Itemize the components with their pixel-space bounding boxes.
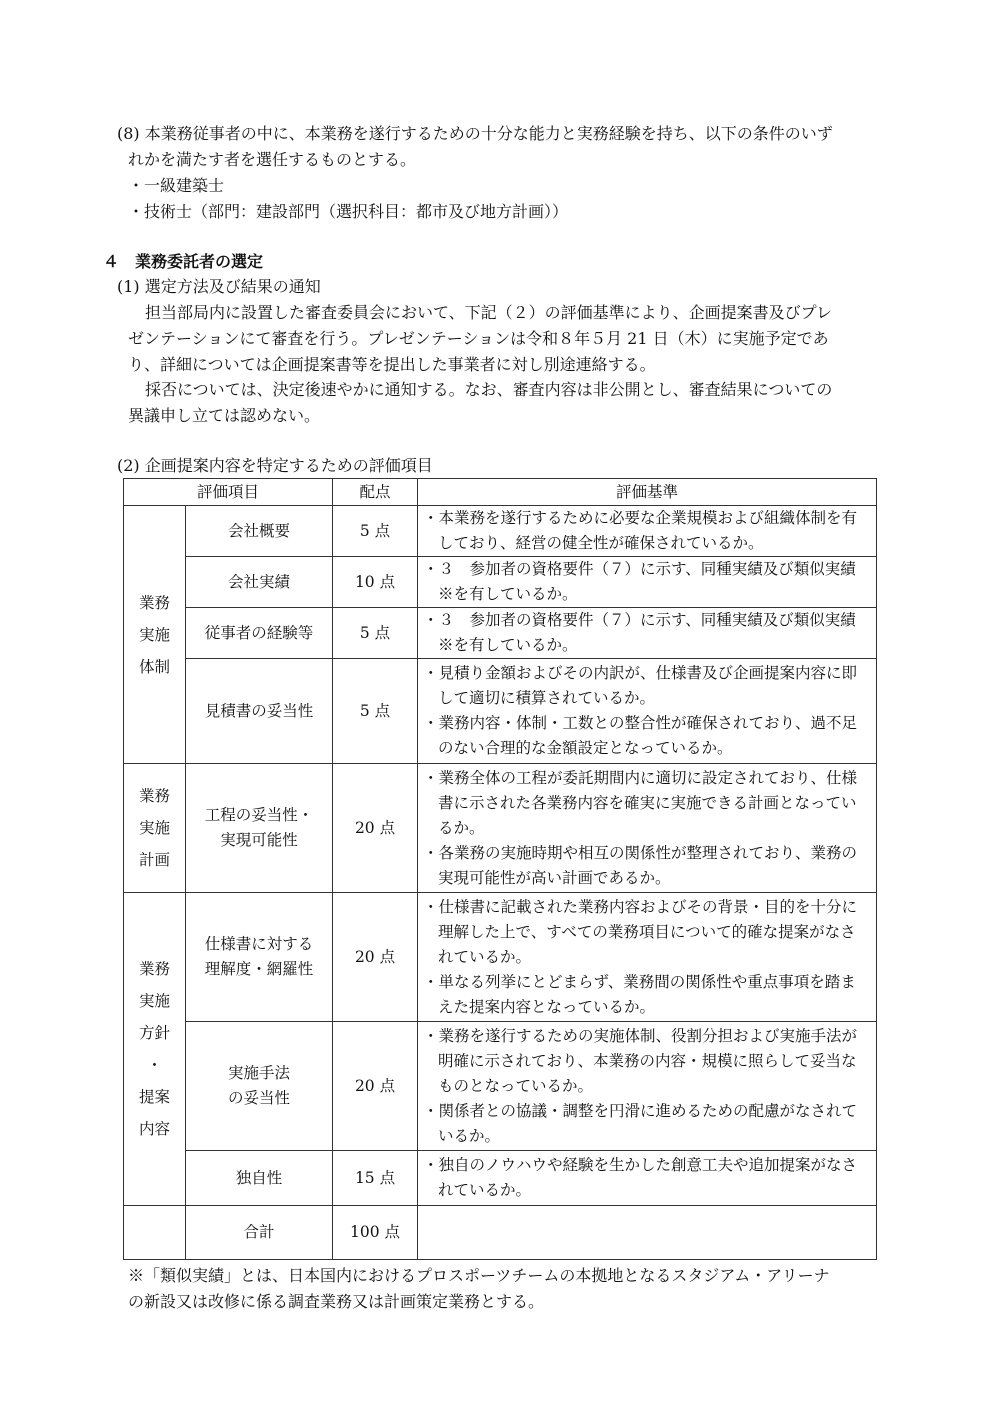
- total-score: 100 点: [333, 1206, 418, 1260]
- table-row: [124, 557, 877, 608]
- row-criteria: ・見積り金額およびその内訳が、仕様書及び企画提案内容に即して適切に積算されているか。 ・業務内容・体制・工数との整合性が確保されており、過不足のない合理的な金額設定となっているか。: [418, 659, 877, 764]
- total-blank: [124, 1206, 186, 1260]
- row-item: 仕様書に対する 理解度・網羅性: [186, 893, 333, 1022]
- footnote-line2: の新設又は改修に係る調査業務又は計画策定業務とする。: [128, 1292, 545, 1311]
- row-score: 20 点: [333, 1022, 418, 1151]
- header-criteria: 評価基準: [418, 479, 877, 506]
- row-item: 工程の妥当性・ 実現可能性: [186, 764, 333, 893]
- row-item: 会社概要: [186, 506, 333, 557]
- header-item: 評価項目: [124, 479, 333, 506]
- para1-line1: 担当部局内に設置した審査委員会において、下記（２）の評価基準により、企画提案書及びプレ: [145, 303, 833, 322]
- item8-line1: (8) 本業務従事者の中に、本業務を遂行するための十分な能力と実務経験を持ち、以下の条件のいず: [117, 124, 833, 143]
- item8-line2: れかを満たす者を選任するものとする。: [128, 150, 417, 169]
- row-criteria: ・独自のノウハウや経験を生かした創意工夫や追加提案がなされているか。: [418, 1151, 877, 1206]
- group-label: 業務 実施 方針 ・ 提案 内容: [124, 893, 186, 1206]
- para2-line2: 異議申し立ては認めない。: [128, 406, 321, 425]
- group-label: 業務 実施 体制: [124, 506, 186, 764]
- table-row: [124, 659, 877, 764]
- row-item: 会社実績: [186, 557, 333, 608]
- table-header-row: [124, 479, 877, 506]
- table-row: [124, 608, 877, 659]
- row-score: 5 点: [333, 608, 418, 659]
- condition-2: ・技術士（部門：建設部門（選択科目：都市及び地方計画））: [128, 202, 569, 221]
- sub2-title: (2) 企画提案内容を特定するための評価項目: [117, 456, 433, 475]
- condition-1: ・一級建築士: [128, 176, 225, 195]
- total-label: 合計: [186, 1206, 333, 1260]
- table-row: [124, 764, 877, 893]
- row-score: 20 点: [333, 764, 418, 893]
- row-item: 従事者の経験等: [186, 608, 333, 659]
- row-score: 10 点: [333, 557, 418, 608]
- sub1-title: (1) 選定方法及び結果の通知: [117, 277, 321, 296]
- row-criteria: ・３ 参加者の資格要件（７）に示す、同種実績及び類似実績※を有しているか。: [418, 557, 877, 608]
- row-score: 20 点: [333, 893, 418, 1022]
- total-criteria-blank: [418, 1206, 877, 1260]
- group-label: 業務 実施 計画: [124, 764, 186, 893]
- header-score: 配点: [333, 479, 418, 506]
- row-score: 5 点: [333, 659, 418, 764]
- table-row: [124, 893, 877, 1022]
- section4-heading: ４ 業務委託者の選定: [103, 252, 264, 271]
- footnote-line1: ※「類似実績」とは、日本国内におけるプロスポーツチームの本拠地となるスタジアム・アリーナ: [128, 1266, 830, 1285]
- row-criteria: ・業務を遂行するための実施体制、役割分担および実施手法が明確に示されており、本業務の内容・規模に照らして妥当なものとなっているか。 ・関係者との協議・調整を円滑に進めるための配慮がなされているか。: [418, 1022, 877, 1151]
- row-score: 15 点: [333, 1151, 418, 1206]
- total-row: [124, 1206, 877, 1260]
- para1-line2: ゼンテーションにて審査を行う。プレゼンテーションは令和８年５月 21 日（木）に実施予定であ: [128, 329, 829, 348]
- table-row: [124, 1151, 877, 1206]
- evaluation-table: [123, 478, 877, 1260]
- table-row: [124, 506, 877, 557]
- row-item: 実施手法 の妥当性: [186, 1022, 333, 1151]
- row-item: 見積書の妥当性: [186, 659, 333, 764]
- para2-line1: 採否については、決定後速やかに通知する。なお、審査内容は非公開とし、審査結果についての: [145, 380, 833, 399]
- row-criteria: ・仕様書に記載された業務内容およびその背景・目的を十分に理解した上で、すべての業務項目について的確な提案がなされているか。 ・単なる列挙にとどまらず、業務間の関係性や重点事項を踏まえた提案内容となっているか。: [418, 893, 877, 1022]
- row-item: 独自性: [186, 1151, 333, 1206]
- row-score: 5 点: [333, 506, 418, 557]
- table-row: [124, 1022, 877, 1151]
- para1-line3: り、詳細については企画提案書等を提出した事業者に対し別途連絡する。: [128, 355, 656, 374]
- row-criteria: ・３ 参加者の資格要件（７）に示す、同種実績及び類似実績※を有しているか。: [418, 608, 877, 659]
- row-criteria: ・本業務を遂行するために必要な企業規模および組織体制を有しており、経営の健全性が確保されているか。: [418, 506, 877, 557]
- row-criteria: ・業務全体の工程が委託期間内に適切に設定されており、仕様書に示された各業務内容を確実に実施できる計画となっているか。 ・各業務の実施時期や相互の関係性が整理されており、業務の実現可能性が高い計画であるか。: [418, 764, 877, 893]
